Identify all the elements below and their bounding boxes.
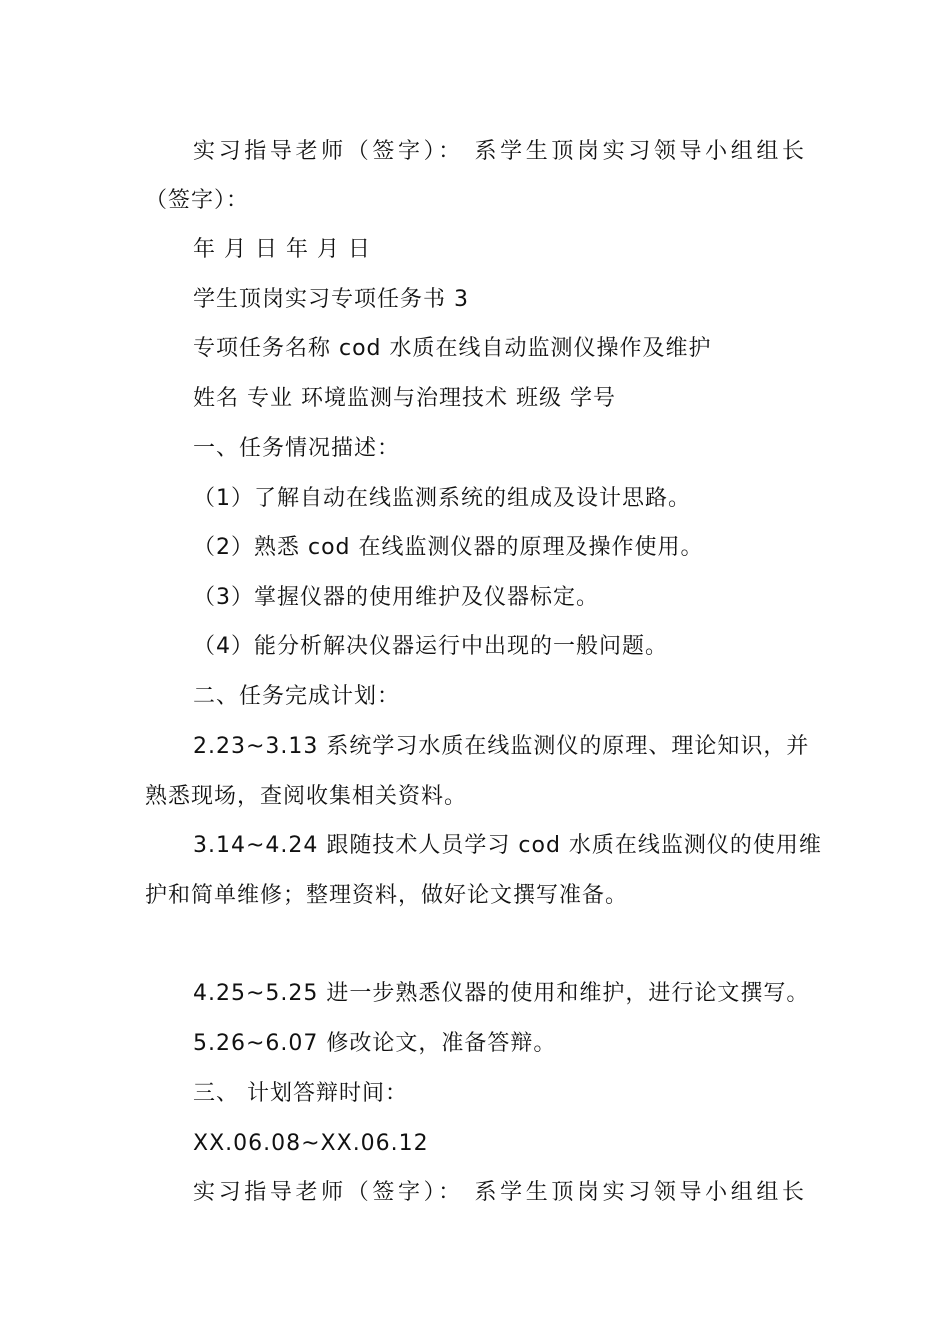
signature-line-2: 实习指导老师（签字）： 系学生顶岗实习领导小组组长 (193, 1180, 805, 1205)
signature-line-1-continued: （签字）： (145, 188, 250, 213)
plan-item-3: 4.25~5.25 进一步熟悉仪器的使用和维护，进行论文撰写。 (193, 981, 810, 1006)
date-line: 年 月 日 年 月 日 (193, 237, 371, 262)
plan-item-1-continued: 熟悉现场，查阅收集相关资料。 (145, 784, 468, 809)
plan-item-2-continued: 护和简单维修；整理资料，做好论文撰写准备。 (145, 883, 629, 908)
list-item-4: （4）能分析解决仪器运行中出现的一般问题。 (193, 634, 668, 659)
student-info-line: 姓名 专业 环境监测与治理技术 班级 学号 (193, 386, 616, 411)
section-heading-3: 三、 计划答辩时间： (193, 1081, 408, 1106)
task-name-line: 专项任务名称 cod 水质在线自动监测仪操作及维护 (193, 336, 712, 361)
section-heading-1: 一、任务情况描述： (193, 436, 401, 461)
list-item-3: （3）掌握仪器的使用维护及仪器标定。 (193, 585, 599, 610)
signature-line-1: 实习指导老师（签字）： 系学生顶岗实习领导小组组长 (193, 139, 805, 164)
section-heading-2: 二、任务完成计划： (193, 684, 401, 709)
plan-item-4: 5.26~6.07 修改论文，准备答辩。 (193, 1031, 557, 1056)
list-item-2: （2）熟悉 cod 在线监测仪器的原理及操作使用。 (193, 535, 704, 560)
task-book-title: 学生顶岗实习专项任务书 3 (193, 287, 469, 312)
defense-date: XX.06.08~XX.06.12 (193, 1131, 429, 1156)
plan-item-2: 3.14~4.24 跟随技术人员学习 cod 水质在线监测仪的使用维 (193, 833, 822, 858)
list-item-1: （1）了解自动在线监测系统的组成及设计思路。 (193, 486, 691, 511)
plan-item-1: 2.23~3.13 系统学习水质在线监测仪的原理、理论知识，并 (193, 734, 810, 759)
